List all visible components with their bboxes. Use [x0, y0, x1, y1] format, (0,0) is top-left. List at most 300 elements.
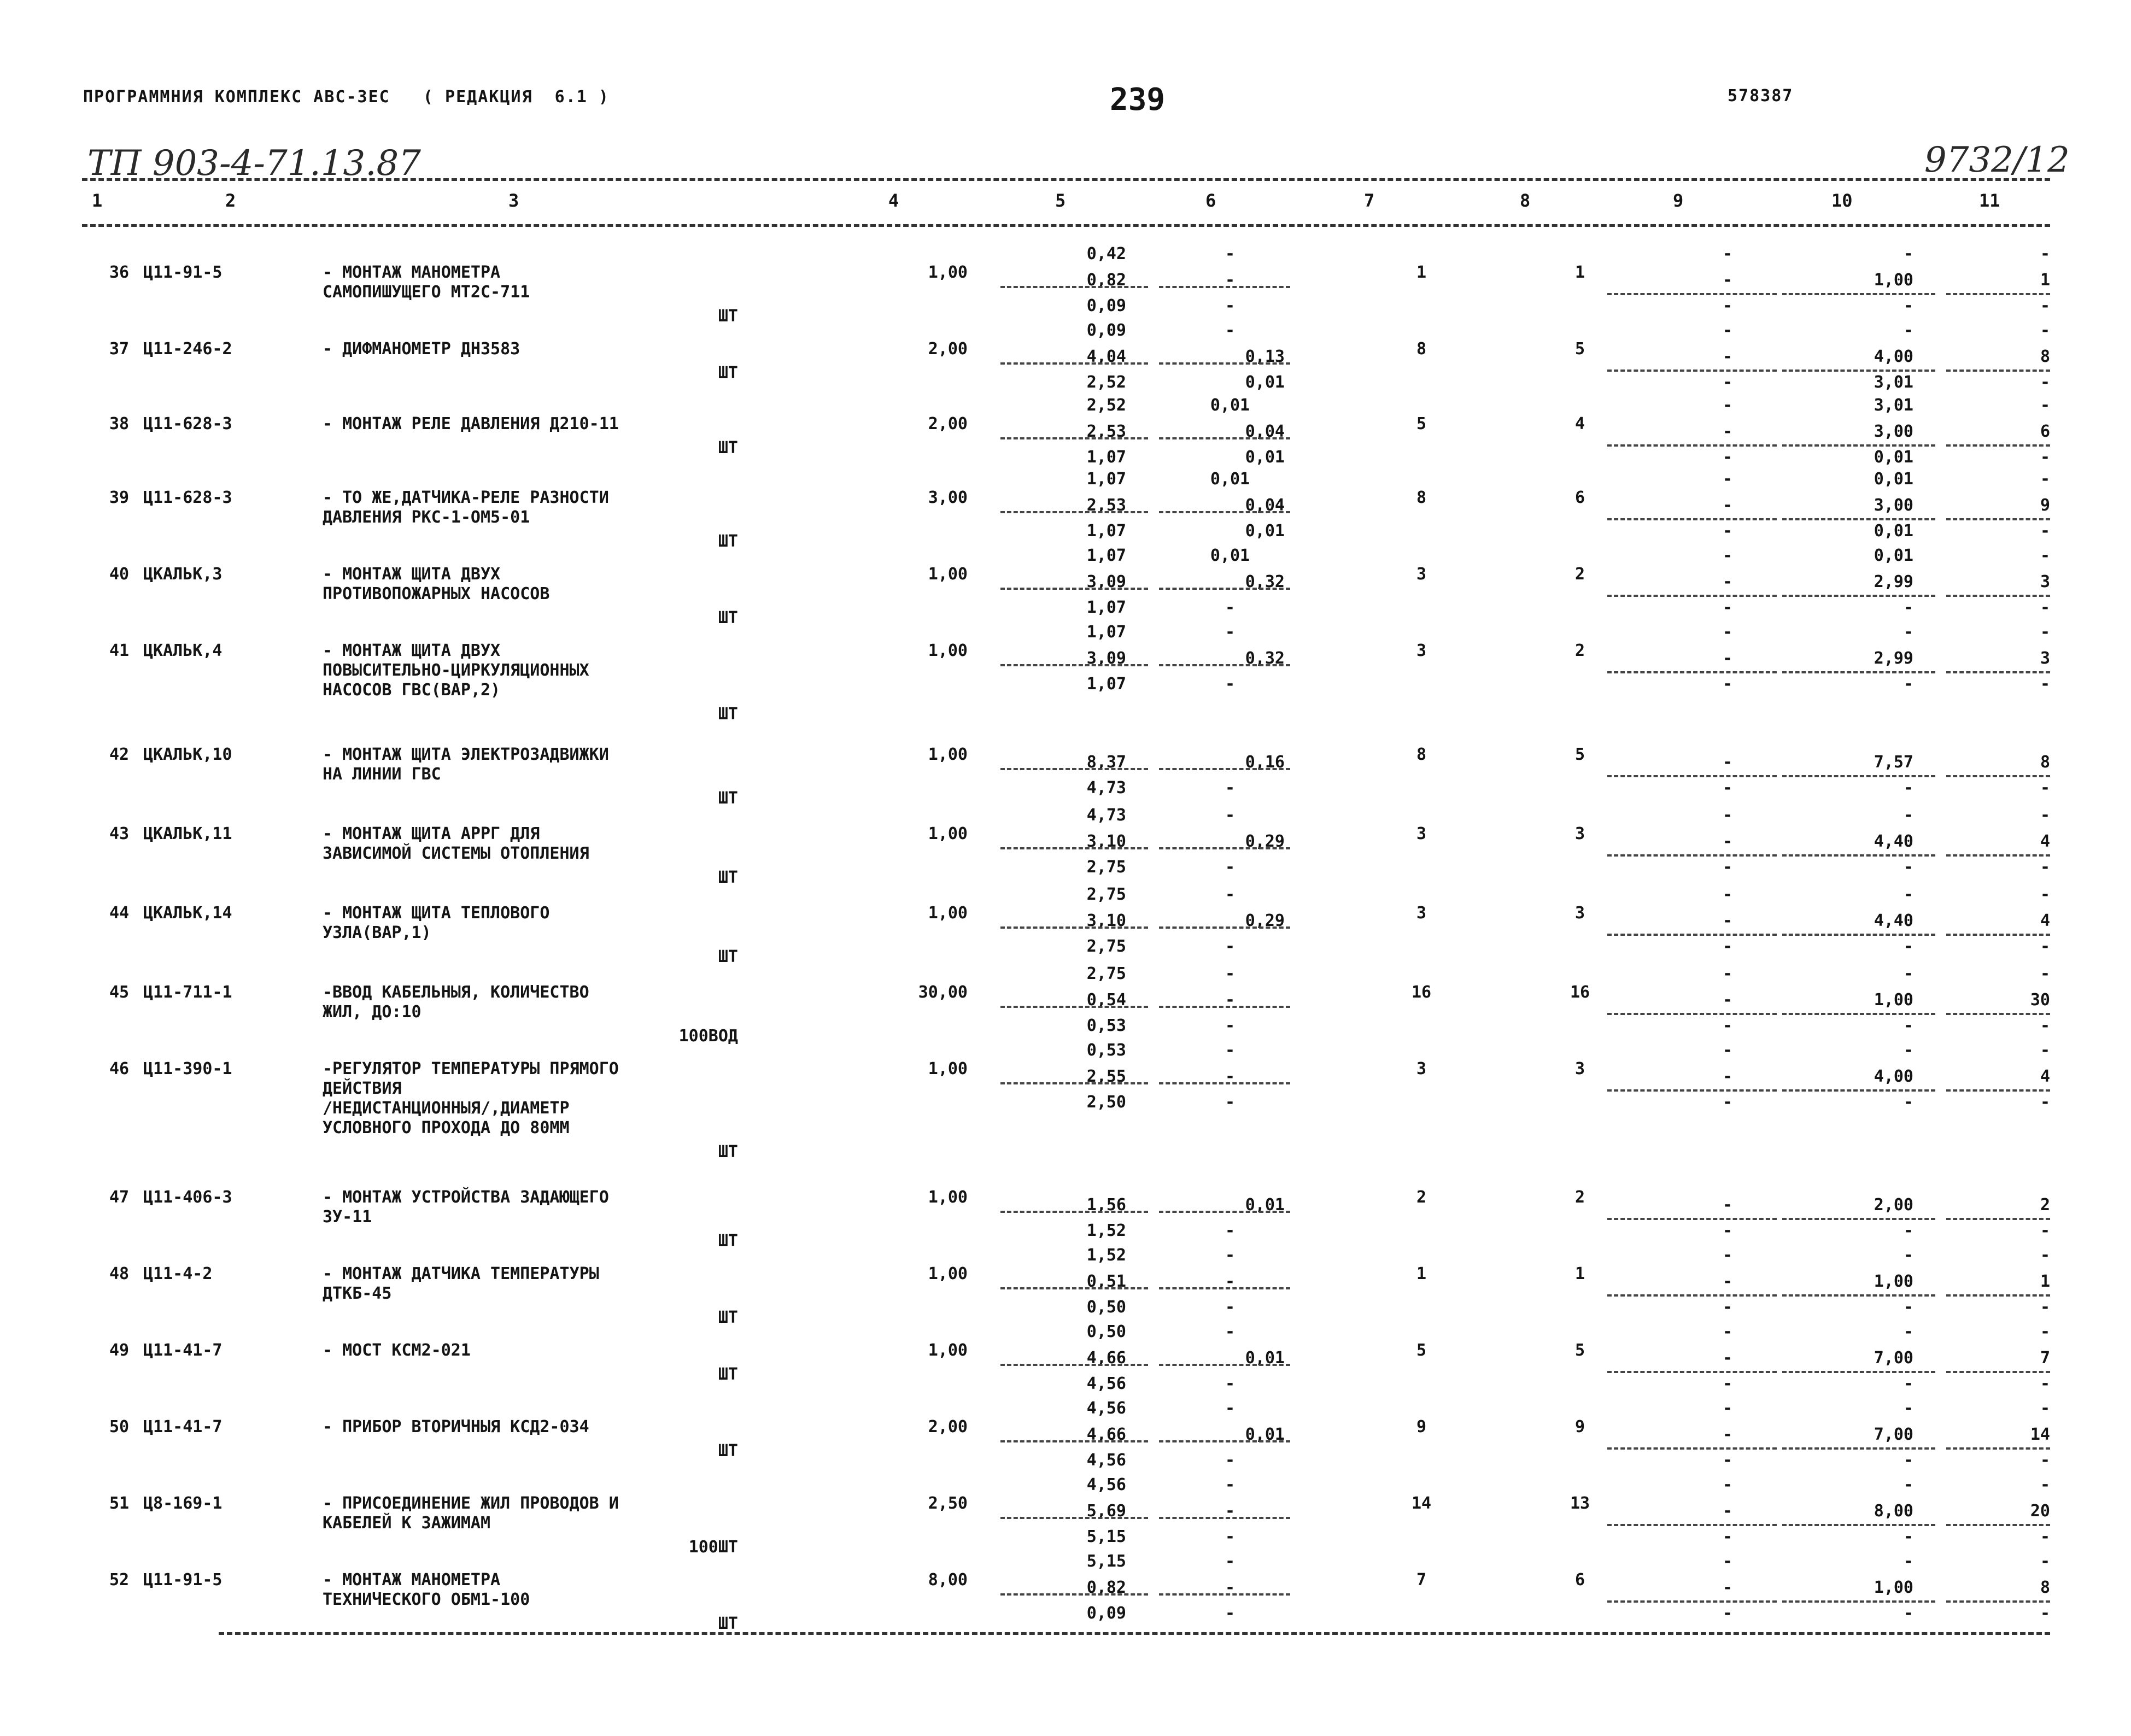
- col11-value: 7: [2040, 1348, 2050, 1368]
- col6-value: -: [1225, 623, 1236, 642]
- col6-value: -: [1225, 806, 1236, 825]
- col5-value: 3,09: [1086, 648, 1126, 668]
- col6-value: -: [1225, 885, 1236, 904]
- col11-value: -: [2040, 937, 2050, 957]
- separator-dash: [1946, 293, 2050, 295]
- col6-value: -: [1225, 1246, 1236, 1265]
- col9-value: -: [1722, 1348, 1733, 1368]
- col8-value: 5: [1574, 745, 1585, 764]
- separator-dash: [1607, 1447, 1777, 1450]
- col9-value: -: [1722, 778, 1733, 798]
- col5-value: 4,56: [1086, 1374, 1126, 1394]
- col11-value: -: [2040, 373, 2050, 392]
- col7-value: 1: [1416, 1264, 1427, 1283]
- col6-value: -: [1225, 1221, 1236, 1241]
- col11-value: -: [2040, 1374, 2050, 1394]
- row-description: ДЕЙСТВИЯ: [323, 1079, 402, 1098]
- col9-value: -: [1722, 1066, 1733, 1086]
- row-quantity: 1,00: [928, 641, 968, 660]
- col8-value: 5: [1574, 339, 1585, 359]
- col9-value: -: [1722, 675, 1733, 694]
- row-quantity: 1,00: [928, 263, 968, 282]
- column-header: 10: [1831, 190, 1853, 211]
- col5-value: 2,75: [1086, 858, 1126, 877]
- col11-value: -: [2040, 1298, 2050, 1317]
- row-unit: ШТ: [718, 1142, 738, 1162]
- col11-value: -: [2040, 675, 2050, 694]
- col11-value: 4: [2040, 831, 2050, 851]
- col11-value: -: [2040, 598, 2050, 618]
- col6-value: -: [1225, 1322, 1236, 1341]
- col5-value: 5,15: [1086, 1527, 1126, 1547]
- col8-value: 3: [1574, 824, 1585, 843]
- col9-value: -: [1722, 546, 1733, 565]
- col5-value: 5,15: [1086, 1552, 1126, 1571]
- col7-value: 3: [1416, 824, 1427, 843]
- row-number: 48: [109, 1264, 130, 1283]
- col11-value: -: [2040, 1322, 2050, 1341]
- col10-value: -: [1903, 885, 1913, 904]
- col9-value: -: [1722, 885, 1733, 904]
- col6-value: -: [1225, 296, 1236, 316]
- col11-value: 3: [2040, 648, 2050, 668]
- separator-dash: [1607, 1013, 1777, 1015]
- separator-dash: [1782, 1013, 1935, 1015]
- col9-value: -: [1722, 373, 1733, 392]
- row-unit: ШТ: [718, 705, 738, 724]
- col10-value: -: [1903, 1298, 1913, 1317]
- separator-dash: [1000, 1006, 1148, 1008]
- col11-value: -: [2040, 964, 2050, 983]
- row-description: - ПРИСОЕДИНЕНИЕ ЖИЛ ПРОВОДОВ И: [323, 1494, 619, 1513]
- separator-dash: [1946, 444, 2050, 447]
- row-description: НА ЛИНИИ ГВС: [323, 765, 441, 784]
- col6-value: 0,32: [1245, 648, 1285, 668]
- col9-value: -: [1722, 572, 1733, 591]
- separator-dash: [1946, 934, 2050, 936]
- col5-value: 8,37: [1086, 752, 1126, 772]
- col11-value: -: [2040, 521, 2050, 541]
- separator-dash: [1000, 847, 1148, 849]
- col9-value: -: [1722, 623, 1733, 642]
- col10-value: -: [1903, 1322, 1913, 1341]
- col7-value: 8: [1416, 339, 1427, 359]
- row-unit: ШТ: [718, 868, 738, 887]
- col8-value: 16: [1570, 983, 1590, 1002]
- col5-value: 2,53: [1086, 421, 1126, 441]
- row-unit: ШТ: [718, 307, 738, 326]
- col6-value: 0,01: [1210, 470, 1250, 489]
- row-description: ДАВЛЕНИЯ РКС-1-ОМ5-01: [323, 508, 530, 527]
- col11-value: -: [2040, 623, 2050, 642]
- col9-value: -: [1722, 1041, 1733, 1060]
- row-description: - МОНТАЖ УСТРОЙСТВА ЗАДАЮЩЕГО: [323, 1188, 609, 1207]
- col10-value: -: [1903, 778, 1913, 798]
- col9-value: -: [1722, 1451, 1733, 1470]
- separator-dash: [1000, 1440, 1148, 1442]
- col11-value: 9: [2040, 495, 2050, 515]
- col11-value: -: [2040, 1041, 2050, 1060]
- row-number: 43: [109, 824, 130, 843]
- row-number: 44: [109, 904, 130, 923]
- col6-value: -: [1225, 1451, 1236, 1470]
- column-header: 1: [92, 190, 103, 211]
- col6-value: 0,01: [1245, 1348, 1285, 1368]
- col5-value: 1,07: [1086, 470, 1126, 489]
- col9-value: -: [1722, 1093, 1733, 1112]
- col5-value: 3,10: [1086, 831, 1126, 851]
- col10-value: 4,00: [1874, 1066, 1913, 1086]
- separator-dash: [1946, 854, 2050, 857]
- col6-value: 0,29: [1245, 911, 1285, 930]
- separator-dash: [1607, 595, 1777, 597]
- col10-value: -: [1903, 1246, 1913, 1265]
- col6-value: 0,16: [1245, 752, 1285, 772]
- col5-value: 4,56: [1086, 1475, 1126, 1494]
- row-quantity: 2,00: [928, 339, 968, 359]
- col10-value: 4,40: [1874, 911, 1913, 930]
- col6-value: -: [1225, 778, 1236, 798]
- col10-value: 0,01: [1874, 448, 1913, 467]
- row-quantity: 1,00: [928, 1264, 968, 1283]
- row-code: Ц11-390-1: [143, 1059, 232, 1078]
- row-unit: 100ШТ: [688, 1538, 738, 1557]
- separator-dash: [1946, 1524, 2050, 1526]
- row-number: 45: [109, 983, 130, 1002]
- separator-dash: [1159, 1082, 1290, 1084]
- row-unit: ШТ: [718, 608, 738, 627]
- col5-value: 0,82: [1086, 270, 1126, 290]
- col6-value: -: [1225, 321, 1236, 340]
- col9-value: -: [1722, 421, 1733, 441]
- col10-value: -: [1903, 1451, 1913, 1470]
- col11-value: 8: [2040, 347, 2050, 366]
- col5-value: 0,53: [1086, 1041, 1126, 1060]
- col5-value: 0,09: [1086, 1604, 1126, 1623]
- row-description: ЗАВИСИМОЙ СИСТЕМЫ ОТОПЛЕНИЯ: [323, 844, 589, 863]
- col10-value: -: [1903, 1374, 1913, 1394]
- col11-value: -: [2040, 470, 2050, 489]
- separator-dash: [1607, 1371, 1777, 1373]
- col9-value: -: [1722, 1577, 1733, 1597]
- separator-dash: [1000, 926, 1148, 929]
- col6-value: -: [1225, 1271, 1236, 1291]
- col10-value: -: [1903, 675, 1913, 694]
- row-description: - МОНТАЖ ЩИТА ДВУХ: [323, 565, 501, 584]
- col5-value: 0,50: [1086, 1298, 1126, 1317]
- col6-value: -: [1225, 964, 1236, 983]
- col7-value: 16: [1411, 983, 1432, 1002]
- column-header: 5: [1055, 190, 1066, 211]
- col5-value: 4,56: [1086, 1399, 1126, 1418]
- separator-dash: [1782, 1600, 1935, 1603]
- col11-value: -: [2040, 448, 2050, 467]
- col11-value: 1: [2040, 270, 2050, 290]
- col6-value: -: [1225, 598, 1236, 618]
- col5-value: 1,52: [1086, 1221, 1126, 1241]
- row-description: САМОПИШУЩЕГО МТ2С-711: [323, 283, 530, 302]
- col11-value: -: [2040, 778, 2050, 798]
- col10-value: 4,00: [1874, 347, 1913, 366]
- col11-value: -: [2040, 396, 2050, 415]
- separator-dash: [1782, 293, 1935, 295]
- col8-value: 2: [1574, 1188, 1585, 1207]
- row-code: Ц11-628-3: [143, 488, 232, 507]
- col8-value: 2: [1574, 641, 1585, 660]
- col10-value: 0,01: [1874, 521, 1913, 541]
- col11-value: 4: [2040, 1066, 2050, 1086]
- row-quantity: 2,00: [928, 1417, 968, 1436]
- separator-dash: [1000, 362, 1148, 365]
- col5-value: 4,73: [1086, 778, 1126, 798]
- separator-dash: [1607, 671, 1777, 673]
- col5-value: 4,66: [1086, 1348, 1126, 1368]
- col5-value: 2,55: [1086, 1066, 1126, 1086]
- col6-value: 0,13: [1245, 347, 1285, 366]
- col11-value: -: [2040, 1399, 2050, 1418]
- col9-value: -: [1722, 1271, 1733, 1291]
- row-unit: ШТ: [718, 1365, 738, 1384]
- col5-value: 2,50: [1086, 1093, 1126, 1112]
- row-unit: ШТ: [718, 363, 738, 383]
- col10-value: -: [1903, 623, 1913, 642]
- row-quantity: 30,00: [918, 983, 968, 1002]
- separator-dash: [1946, 1371, 2050, 1373]
- col7-value: 1: [1416, 263, 1427, 282]
- row-quantity: 1,00: [928, 1188, 968, 1207]
- row-unit: ШТ: [718, 789, 738, 808]
- header-rule-top: [82, 178, 2050, 181]
- col5-value: 4,66: [1086, 1424, 1126, 1444]
- col5-value: 1,07: [1086, 598, 1126, 618]
- col10-value: 3,01: [1874, 396, 1913, 415]
- row-number: 42: [109, 745, 130, 764]
- col9-value: -: [1722, 270, 1733, 290]
- col6-value: 0,04: [1245, 421, 1285, 441]
- col10-value: -: [1903, 1221, 1913, 1241]
- col10-value: 8,00: [1874, 1501, 1913, 1521]
- separator-dash: [1946, 671, 2050, 673]
- col10-value: 2,00: [1874, 1195, 1913, 1215]
- row-quantity: 1,00: [928, 904, 968, 923]
- col11-value: -: [2040, 1552, 2050, 1571]
- col9-value: -: [1722, 1604, 1733, 1623]
- separator-dash: [1607, 1524, 1777, 1526]
- separator-dash: [1782, 934, 1935, 936]
- col10-value: -: [1903, 1399, 1913, 1418]
- separator-dash: [1159, 588, 1290, 590]
- row-number: 41: [109, 641, 130, 660]
- row-description: - МОНТАЖ ЩИТА ЭЛЕКТРОЗАДВИЖКИ: [323, 745, 609, 764]
- row-code: Ц11-41-7: [143, 1341, 223, 1360]
- row-quantity: 2,50: [928, 1494, 968, 1513]
- separator-dash: [1946, 1294, 2050, 1297]
- col5-value: 2,75: [1086, 964, 1126, 983]
- row-description: НАСОСОВ ГВС(ВАР,2): [323, 681, 501, 700]
- column-header: 8: [1520, 190, 1531, 211]
- project-code: ТП 903-4-71.13.87: [87, 143, 421, 184]
- row-code: ЦКАЛЬК,4: [143, 641, 223, 660]
- col10-value: -: [1903, 598, 1913, 618]
- col11-value: 1: [2040, 1271, 2050, 1291]
- col9-value: -: [1722, 396, 1733, 415]
- separator-dash: [1946, 518, 2050, 520]
- col11-value: 2: [2040, 1195, 2050, 1215]
- col9-value: -: [1722, 1016, 1733, 1036]
- row-description: - МОНТАЖ ДАТЧИКА ТЕМПЕРАТУРЫ: [323, 1264, 599, 1283]
- row-description: -ВВОД КАБЕЛЬНЫЯ, КОЛИЧЕСТВО: [323, 983, 589, 1002]
- col7-value: 2: [1416, 1188, 1427, 1207]
- col5-value: 1,07: [1086, 675, 1126, 694]
- separator-dash: [1607, 1089, 1777, 1092]
- row-description: - МОСТ КСМ2-021: [323, 1341, 471, 1360]
- col6-value: -: [1225, 1298, 1236, 1317]
- separator-dash: [1000, 1517, 1148, 1519]
- col5-value: 4,56: [1086, 1451, 1126, 1470]
- col10-value: 7,00: [1874, 1424, 1913, 1444]
- row-number: 40: [109, 565, 130, 584]
- separator-dash: [1000, 1287, 1148, 1289]
- col10-value: 3,00: [1874, 421, 1913, 441]
- col9-value: -: [1722, 937, 1733, 957]
- row-description: - МОНТАЖ МАНОМЕТРА: [323, 263, 501, 282]
- col11-value: -: [2040, 1527, 2050, 1547]
- row-number: 37: [109, 339, 130, 359]
- row-description: ЖИЛ, ДО:10: [323, 1002, 421, 1022]
- col6-value: 0,01: [1245, 1195, 1285, 1215]
- col8-value: 3: [1574, 904, 1585, 923]
- row-description: - МОНТАЖ ЩИТА АРРГ ДЛЯ: [323, 824, 540, 843]
- col11-value: -: [2040, 806, 2050, 825]
- col5-value: 2,75: [1086, 937, 1126, 957]
- col7-value: 5: [1416, 1341, 1427, 1360]
- separator-dash: [1159, 1517, 1290, 1519]
- col9-value: -: [1722, 1195, 1733, 1215]
- col11-value: -: [2040, 1221, 2050, 1241]
- col9-value: -: [1722, 752, 1733, 772]
- col11-value: 8: [2040, 1577, 2050, 1597]
- row-number: 47: [109, 1188, 130, 1207]
- col7-value: 3: [1416, 904, 1427, 923]
- separator-dash: [1782, 1371, 1935, 1373]
- column-header: 6: [1205, 190, 1216, 211]
- separator-dash: [1946, 1218, 2050, 1220]
- col5-value: 0,51: [1086, 1271, 1126, 1291]
- col5-value: 1,07: [1086, 546, 1126, 565]
- col6-value: -: [1225, 1374, 1236, 1394]
- col7-value: 8: [1416, 745, 1427, 764]
- document-code: 578387: [1728, 86, 1794, 105]
- separator-dash: [1946, 1013, 2050, 1015]
- col11-value: 14: [2030, 1424, 2050, 1444]
- row-description: -РЕГУЛЯТОР ТЕМПЕРАТУРЫ ПРЯМОГО: [323, 1059, 619, 1078]
- row-quantity: 1,00: [928, 565, 968, 584]
- separator-dash: [1782, 1447, 1935, 1450]
- separator-dash: [1782, 518, 1935, 520]
- separator-dash: [1159, 768, 1290, 770]
- col5-value: 2,52: [1086, 396, 1126, 415]
- col9-value: -: [1722, 1475, 1733, 1494]
- col5-value: 3,09: [1086, 572, 1126, 591]
- col9-value: -: [1722, 831, 1733, 851]
- col5-value: 2,75: [1086, 885, 1126, 904]
- col8-value: 6: [1574, 488, 1585, 507]
- col9-value: -: [1722, 321, 1733, 340]
- col6-value: 0,29: [1245, 831, 1285, 851]
- col11-value: -: [2040, 885, 2050, 904]
- row-code: Ц11-91-5: [143, 263, 223, 282]
- row-unit: ШТ: [718, 1614, 738, 1633]
- row-code: Ц8-169-1: [143, 1494, 223, 1513]
- col10-value: 1,00: [1874, 990, 1913, 1010]
- row-number: 51: [109, 1494, 130, 1513]
- col9-value: -: [1722, 1322, 1733, 1341]
- col11-value: -: [2040, 1093, 2050, 1112]
- separator-dash: [1782, 444, 1935, 447]
- separator-dash: [1607, 934, 1777, 936]
- col7-value: 8: [1416, 488, 1427, 507]
- separator-dash: [1782, 1089, 1935, 1092]
- col6-value: 0,04: [1245, 495, 1285, 515]
- separator-dash: [1000, 286, 1148, 288]
- row-description: УСЛОВНОГО ПРОХОДА ДО 80ММ: [323, 1118, 570, 1137]
- col11-value: -: [2040, 1604, 2050, 1623]
- col9-value: -: [1722, 1298, 1733, 1317]
- col6-value: 0,01: [1245, 1424, 1285, 1444]
- col6-value: -: [1225, 1552, 1236, 1571]
- row-description: КАБЕЛЕЙ К ЗАЖИМАМ: [323, 1514, 491, 1533]
- col5-value: 5,69: [1086, 1501, 1126, 1521]
- col11-value: -: [2040, 1451, 2050, 1470]
- row-number: 49: [109, 1341, 130, 1360]
- col10-value: 0,01: [1874, 546, 1913, 565]
- separator-dash: [1159, 1364, 1290, 1366]
- col9-value: -: [1722, 521, 1733, 541]
- row-description: ДТКБ-45: [323, 1284, 392, 1303]
- separator-dash: [1000, 1364, 1148, 1366]
- row-code: Ц11-91-5: [143, 1570, 223, 1590]
- col11-value: -: [2040, 321, 2050, 340]
- col8-value: 6: [1574, 1570, 1585, 1590]
- separator-dash: [1607, 854, 1777, 857]
- col5-value: 1,07: [1086, 623, 1126, 642]
- row-quantity: 2,00: [928, 414, 968, 433]
- separator-dash: [1159, 664, 1290, 666]
- col9-value: -: [1722, 990, 1733, 1010]
- col10-value: 0,01: [1874, 470, 1913, 489]
- col6-value: 0,01: [1245, 521, 1285, 541]
- column-header: 9: [1673, 190, 1684, 211]
- row-code: Ц11-41-7: [143, 1417, 223, 1436]
- col9-value: -: [1722, 244, 1733, 263]
- col10-value: -: [1903, 937, 1913, 957]
- row-description: ТЕХНИЧЕСКОГО ОБМ1-100: [323, 1590, 530, 1609]
- row-code: ЦКАЛЬК,3: [143, 565, 223, 584]
- col6-value: -: [1225, 937, 1236, 957]
- separator-dash: [1946, 775, 2050, 777]
- row-code: ЦКАЛЬК,10: [143, 745, 232, 764]
- col6-value: -: [1225, 858, 1236, 877]
- row-quantity: 3,00: [928, 488, 968, 507]
- separator-dash: [1159, 847, 1290, 849]
- col9-value: -: [1722, 347, 1733, 366]
- separator-dash: [1782, 595, 1935, 597]
- separator-dash: [1782, 854, 1935, 857]
- separator-dash: [1000, 1211, 1148, 1213]
- row-description: - ДИФМАНОМЕТР ДН3583: [323, 339, 520, 359]
- row-description: ЗУ-11: [323, 1207, 372, 1227]
- row-quantity: 1,00: [928, 1341, 968, 1360]
